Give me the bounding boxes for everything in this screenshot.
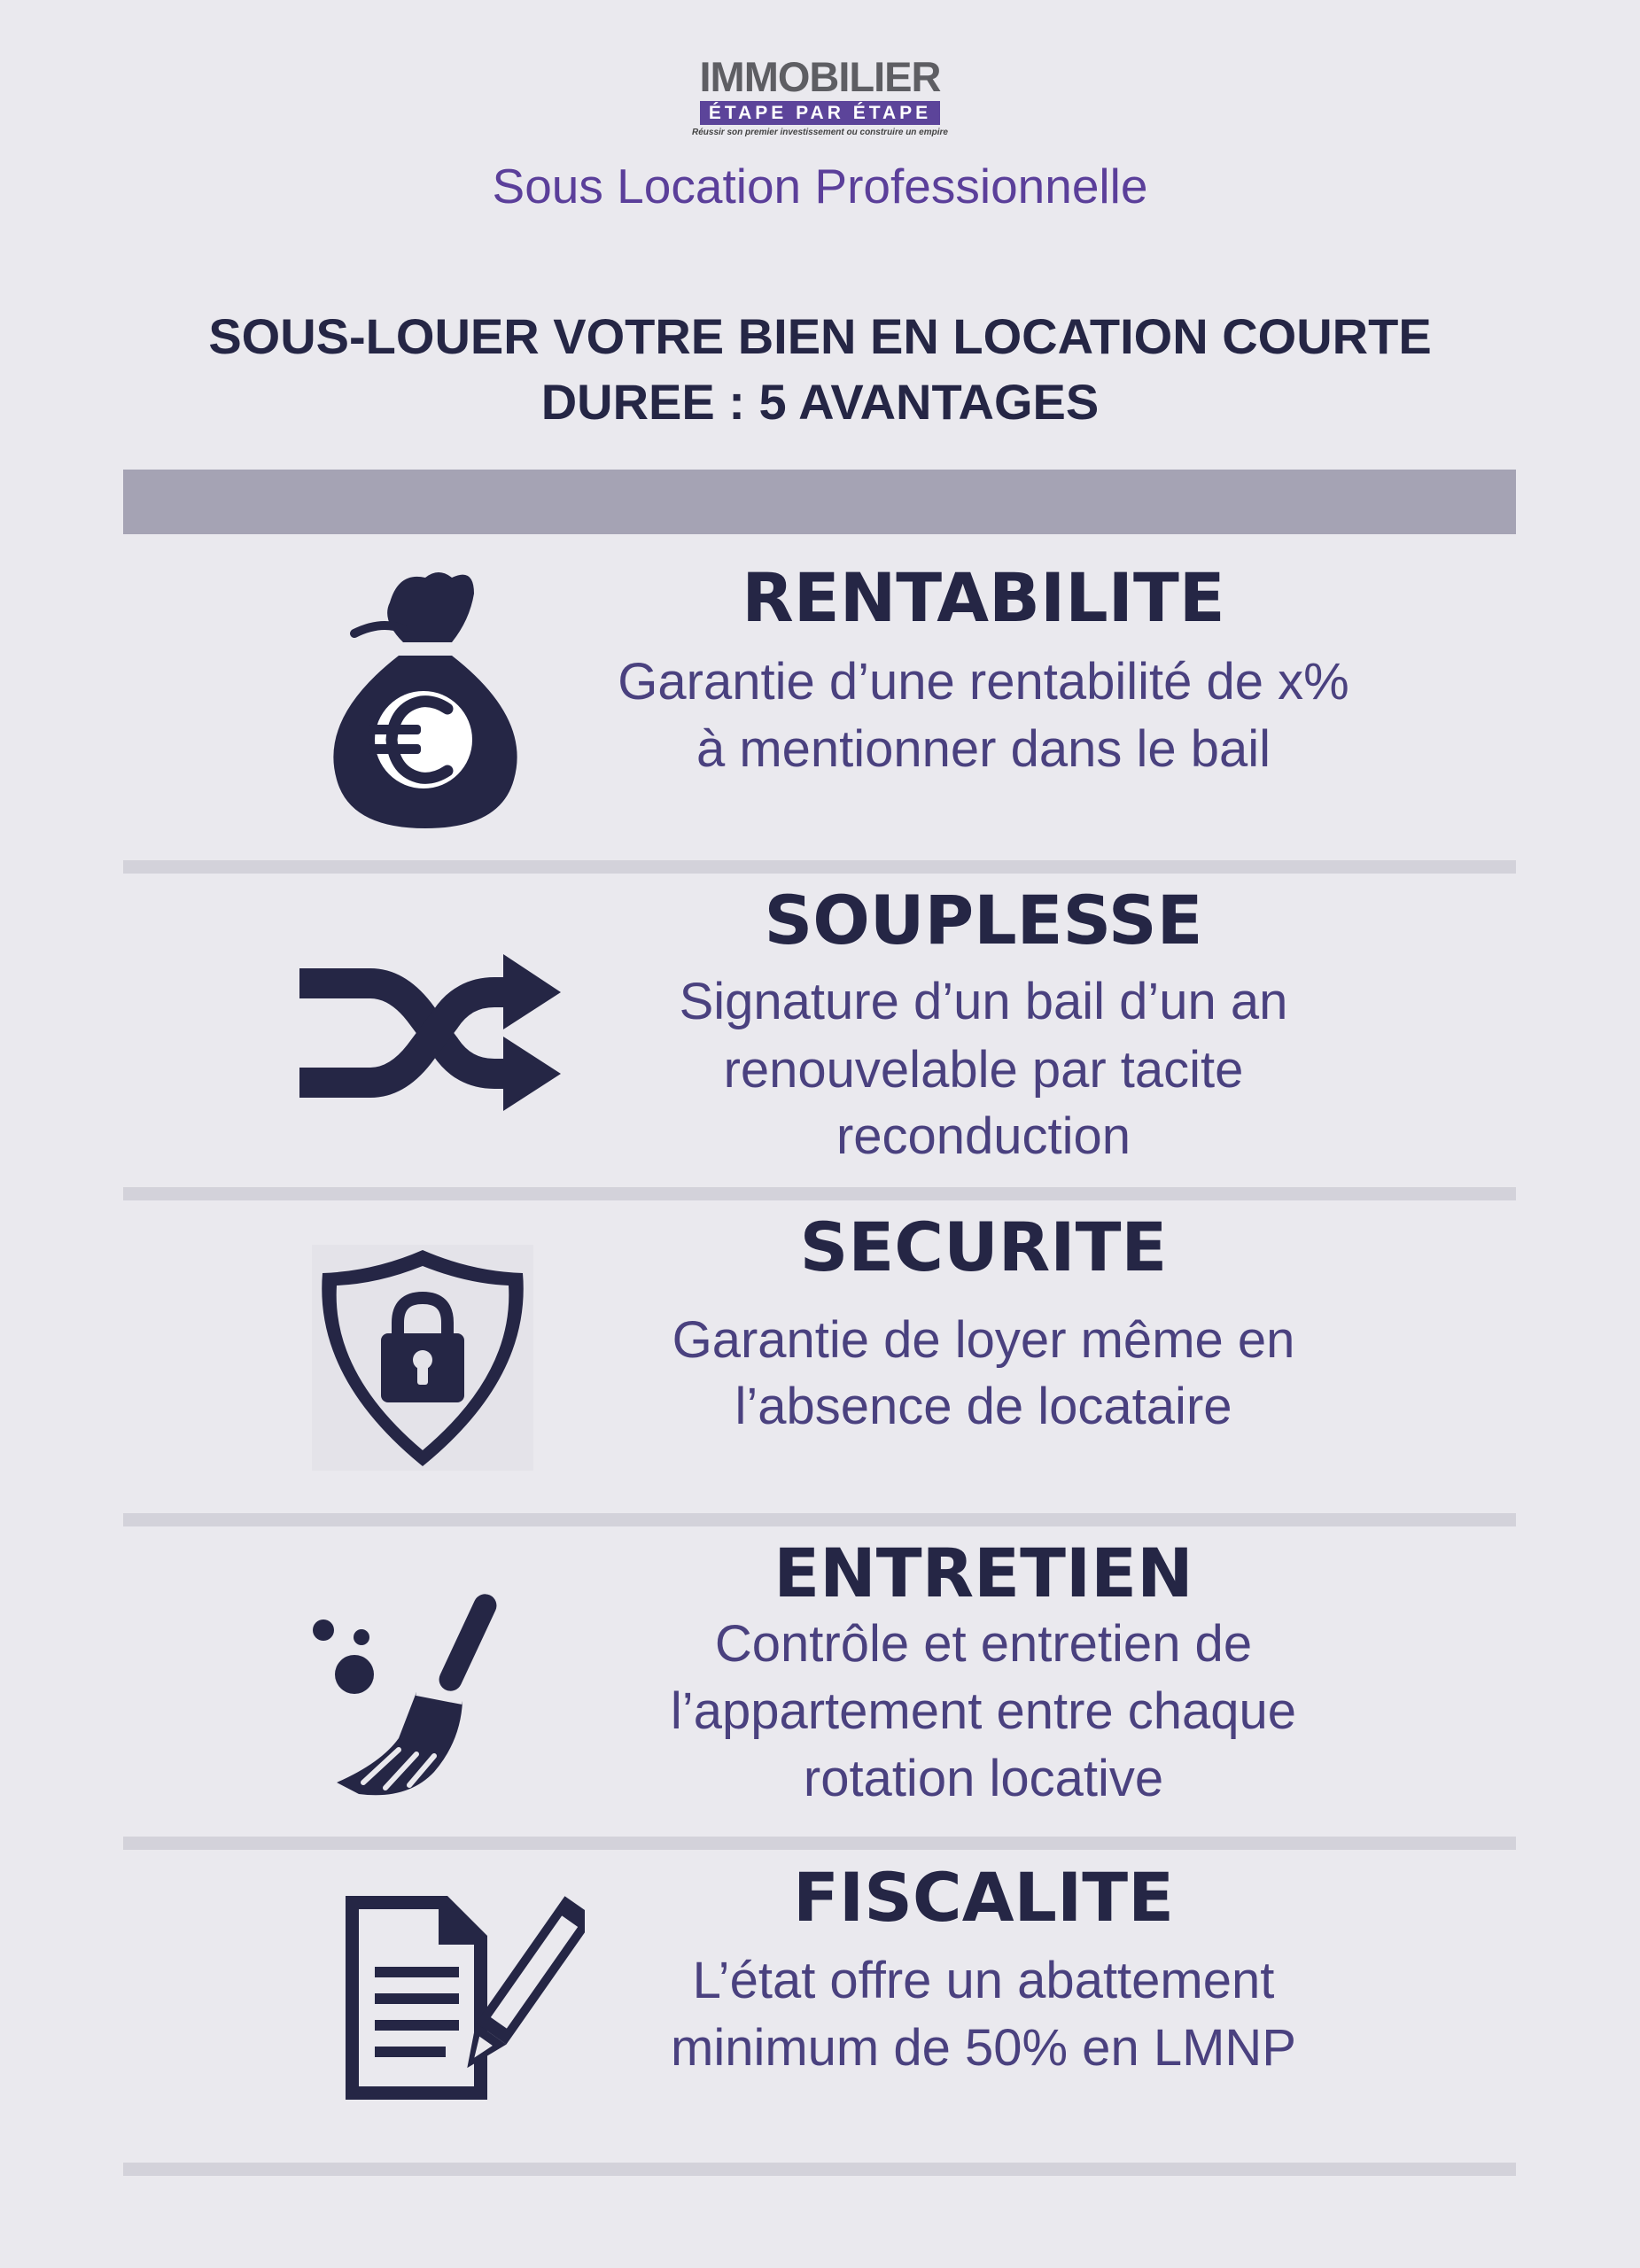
page-subtitle: Sous Location Professionnelle — [492, 159, 1148, 214]
broom-icon — [310, 1586, 523, 1798]
advantage-description-line: L’état offre un abattement — [692, 1952, 1275, 2009]
brand-logo — [0, 55, 1640, 139]
advantage-description-line: rotation locative — [803, 1750, 1164, 1807]
advantage-description-line: Garantie d’une rentabilité de x% — [618, 653, 1349, 711]
advantage-description-line: à mentionner dans le bail — [696, 720, 1271, 778]
advantage-description-line: Garantie de loyer même en — [672, 1311, 1295, 1369]
section-divider — [123, 860, 1516, 874]
advantage-title: RENTABILITE — [742, 558, 1225, 637]
advantage-title: SOUPLESSE — [764, 881, 1203, 959]
advantage-description-line: Signature d’un bail d’un an — [679, 973, 1288, 1030]
shuffle-arrows-icon — [291, 950, 565, 1114]
advantage-title: ENTRETIEN — [773, 1534, 1193, 1612]
page-title-line-1: SOUS-LOUER VOTRE BIEN EN LOCATION COURTE — [208, 308, 1432, 364]
advantage-description-line: minimum de 50% en LMNP — [671, 2019, 1296, 2077]
advantage-description-line: reconduction — [836, 1107, 1131, 1165]
advantage-description-line: l’appartement entre chaque — [670, 1682, 1297, 1740]
advantage-title: FISCALITE — [793, 1858, 1174, 1937]
logo-band: ÉTAPE PAR ÉTAPE — [700, 101, 940, 125]
advantage-description-line: Contrôle et entretien de — [714, 1615, 1253, 1673]
advantage-description-line: renouvelable par tacite — [723, 1041, 1244, 1099]
shield-lock-icon — [312, 1245, 533, 1471]
section-divider — [123, 1837, 1516, 1850]
logo-wordmark: IMMOBILIER — [699, 53, 941, 100]
header-divider-bar — [123, 470, 1516, 534]
section-divider — [123, 1187, 1516, 1200]
advantage-description-line: l’absence de locataire — [735, 1378, 1232, 1435]
section-divider — [123, 1513, 1516, 1526]
advantage-title: SECURITE — [799, 1208, 1168, 1286]
page-title — [0, 304, 1640, 435]
money-bag-euro-icon — [319, 567, 532, 833]
logo-tagline: Réussir son premier investissement ou construire un empire — [692, 128, 948, 137]
page-title-line-2: DUREE : 5 AVANTAGES — [540, 374, 1100, 430]
section-divider — [123, 2163, 1516, 2176]
